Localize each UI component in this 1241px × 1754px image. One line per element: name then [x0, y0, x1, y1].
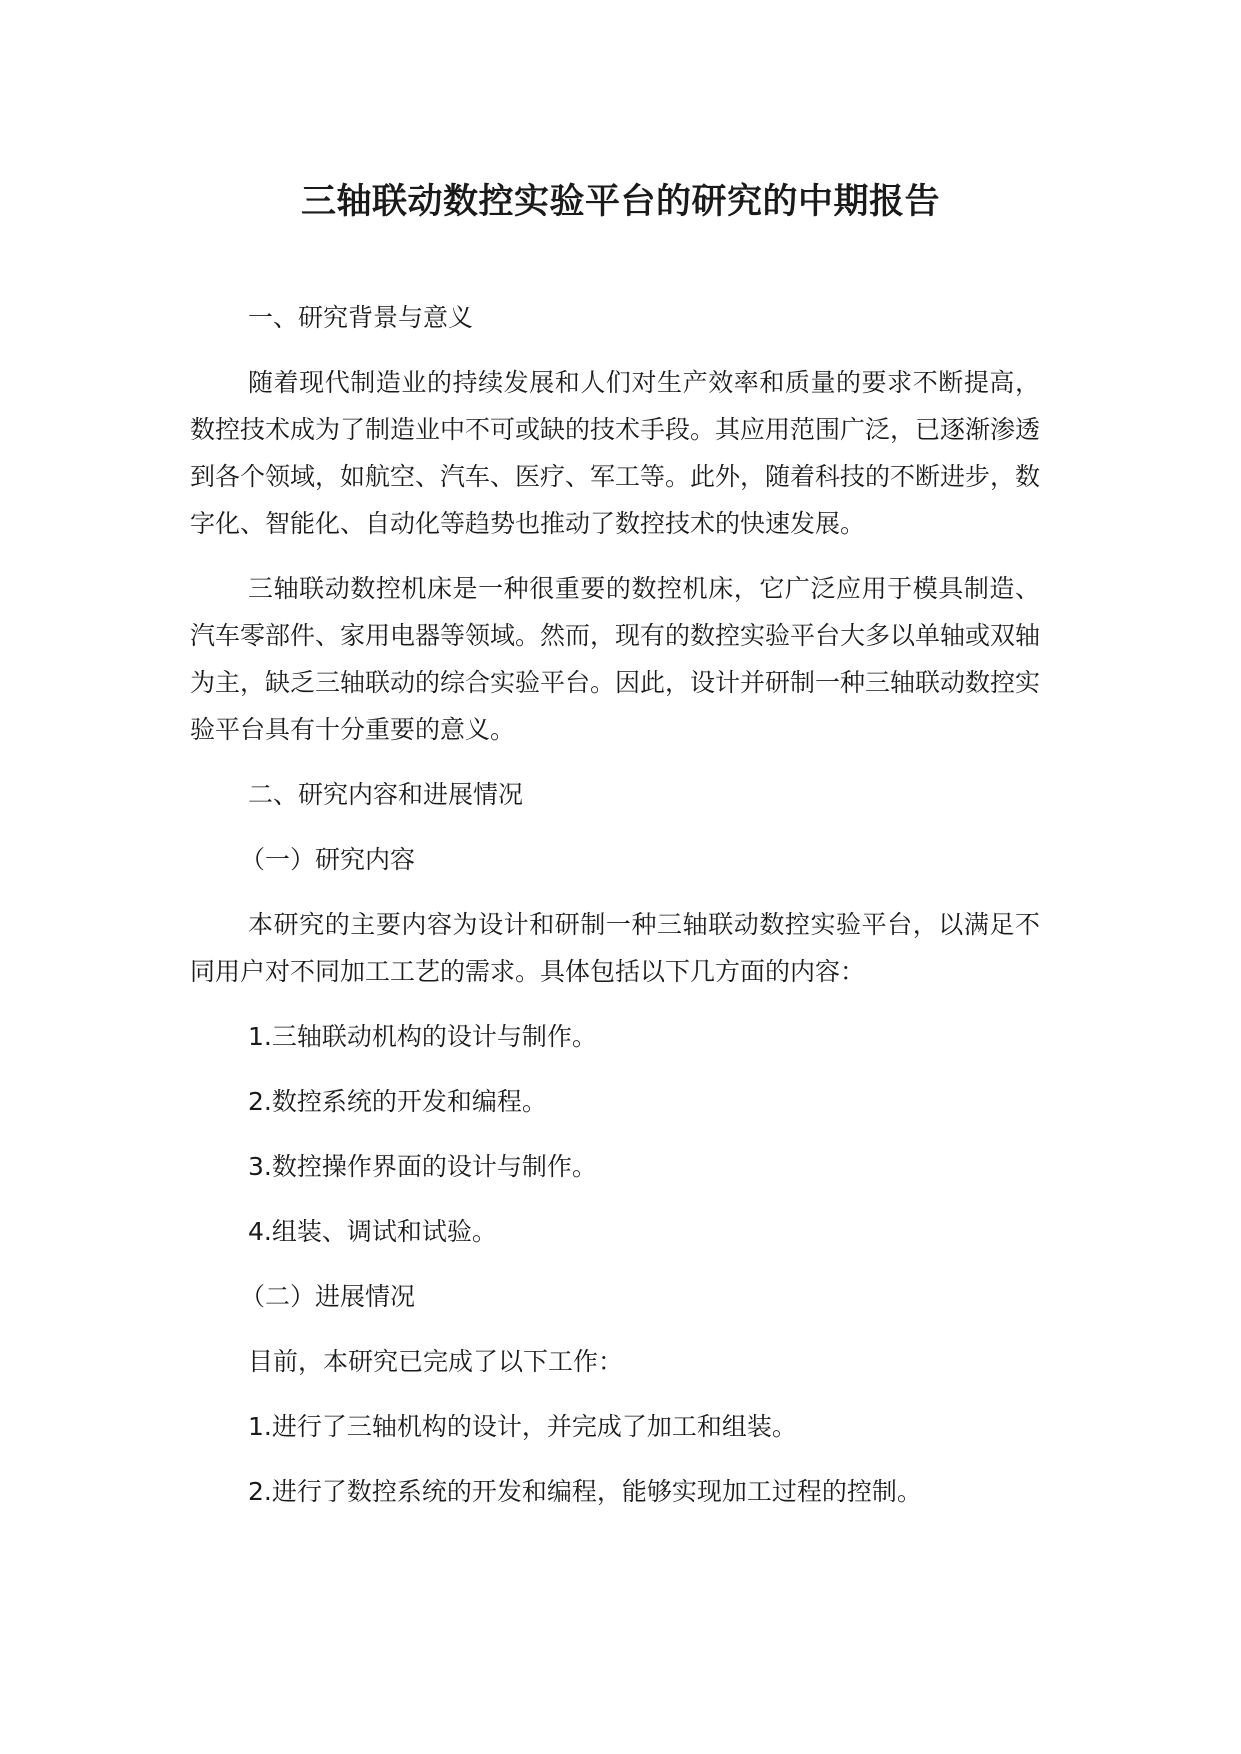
content-list-item: 3.数控操作界面的设计与制作。 — [248, 1152, 597, 1181]
content-list-item: 1.三轴联动机构的设计与制作。 — [248, 1022, 597, 1051]
subsection-heading-content: （一）研究内容 — [240, 845, 416, 874]
section-heading-content-progress: 二、研究内容和进展情况 — [248, 780, 524, 809]
progress-intro: 目前，本研究已完成了以下工作： — [248, 1347, 624, 1376]
document-body — [190, 294, 1040, 1533]
section-heading-background: 一、研究背景与意义 — [248, 303, 474, 332]
paragraph-background-1: 随着现代制造业的持续发展和人们对生产效率和质量的要求不断提高，数控技术成为了制造业中不可或缺的技术手段。其应用范围广泛，已逐渐渗透到各个领域，如航空、汽车、医疗、军工等。此外，随着科技的不断进步，数字化、智能化、自动化等趋势也推动了数控技术的快速发展。 — [190, 368, 1041, 538]
paragraph-content-intro: 本研究的主要内容为设计和研制一种三轴联动数控实验平台，以满足不同用户对不同加工工艺的需求。具体包括以下几方面的内容： — [190, 910, 1040, 986]
paragraph-background-2: 三轴联动数控机床是一种很重要的数控机床，它广泛应用于模具制造、汽车零部件、家用电器等领域。然而，现有的数控实验平台大多以单轴或双轴为主，缺乏三轴联动的综合实验平台。因此，设计并研制一种三轴联动数控实验平台具有十分重要的意义。 — [190, 574, 1041, 744]
progress-list-item: 1.进行了三轴机构的设计，并完成了加工和组装。 — [248, 1412, 797, 1441]
progress-list-item: 2.进行了数控系统的开发和编程，能够实现加工过程的控制。 — [248, 1477, 922, 1506]
content-list-item: 4.组装、调试和试验。 — [248, 1217, 497, 1246]
subsection-heading-progress: （二）进展情况 — [240, 1282, 416, 1311]
content-list-item: 2.数控系统的开发和编程。 — [248, 1087, 547, 1116]
document-title: 三轴联动数控实验平台的研究的中期报告 — [300, 182, 940, 222]
